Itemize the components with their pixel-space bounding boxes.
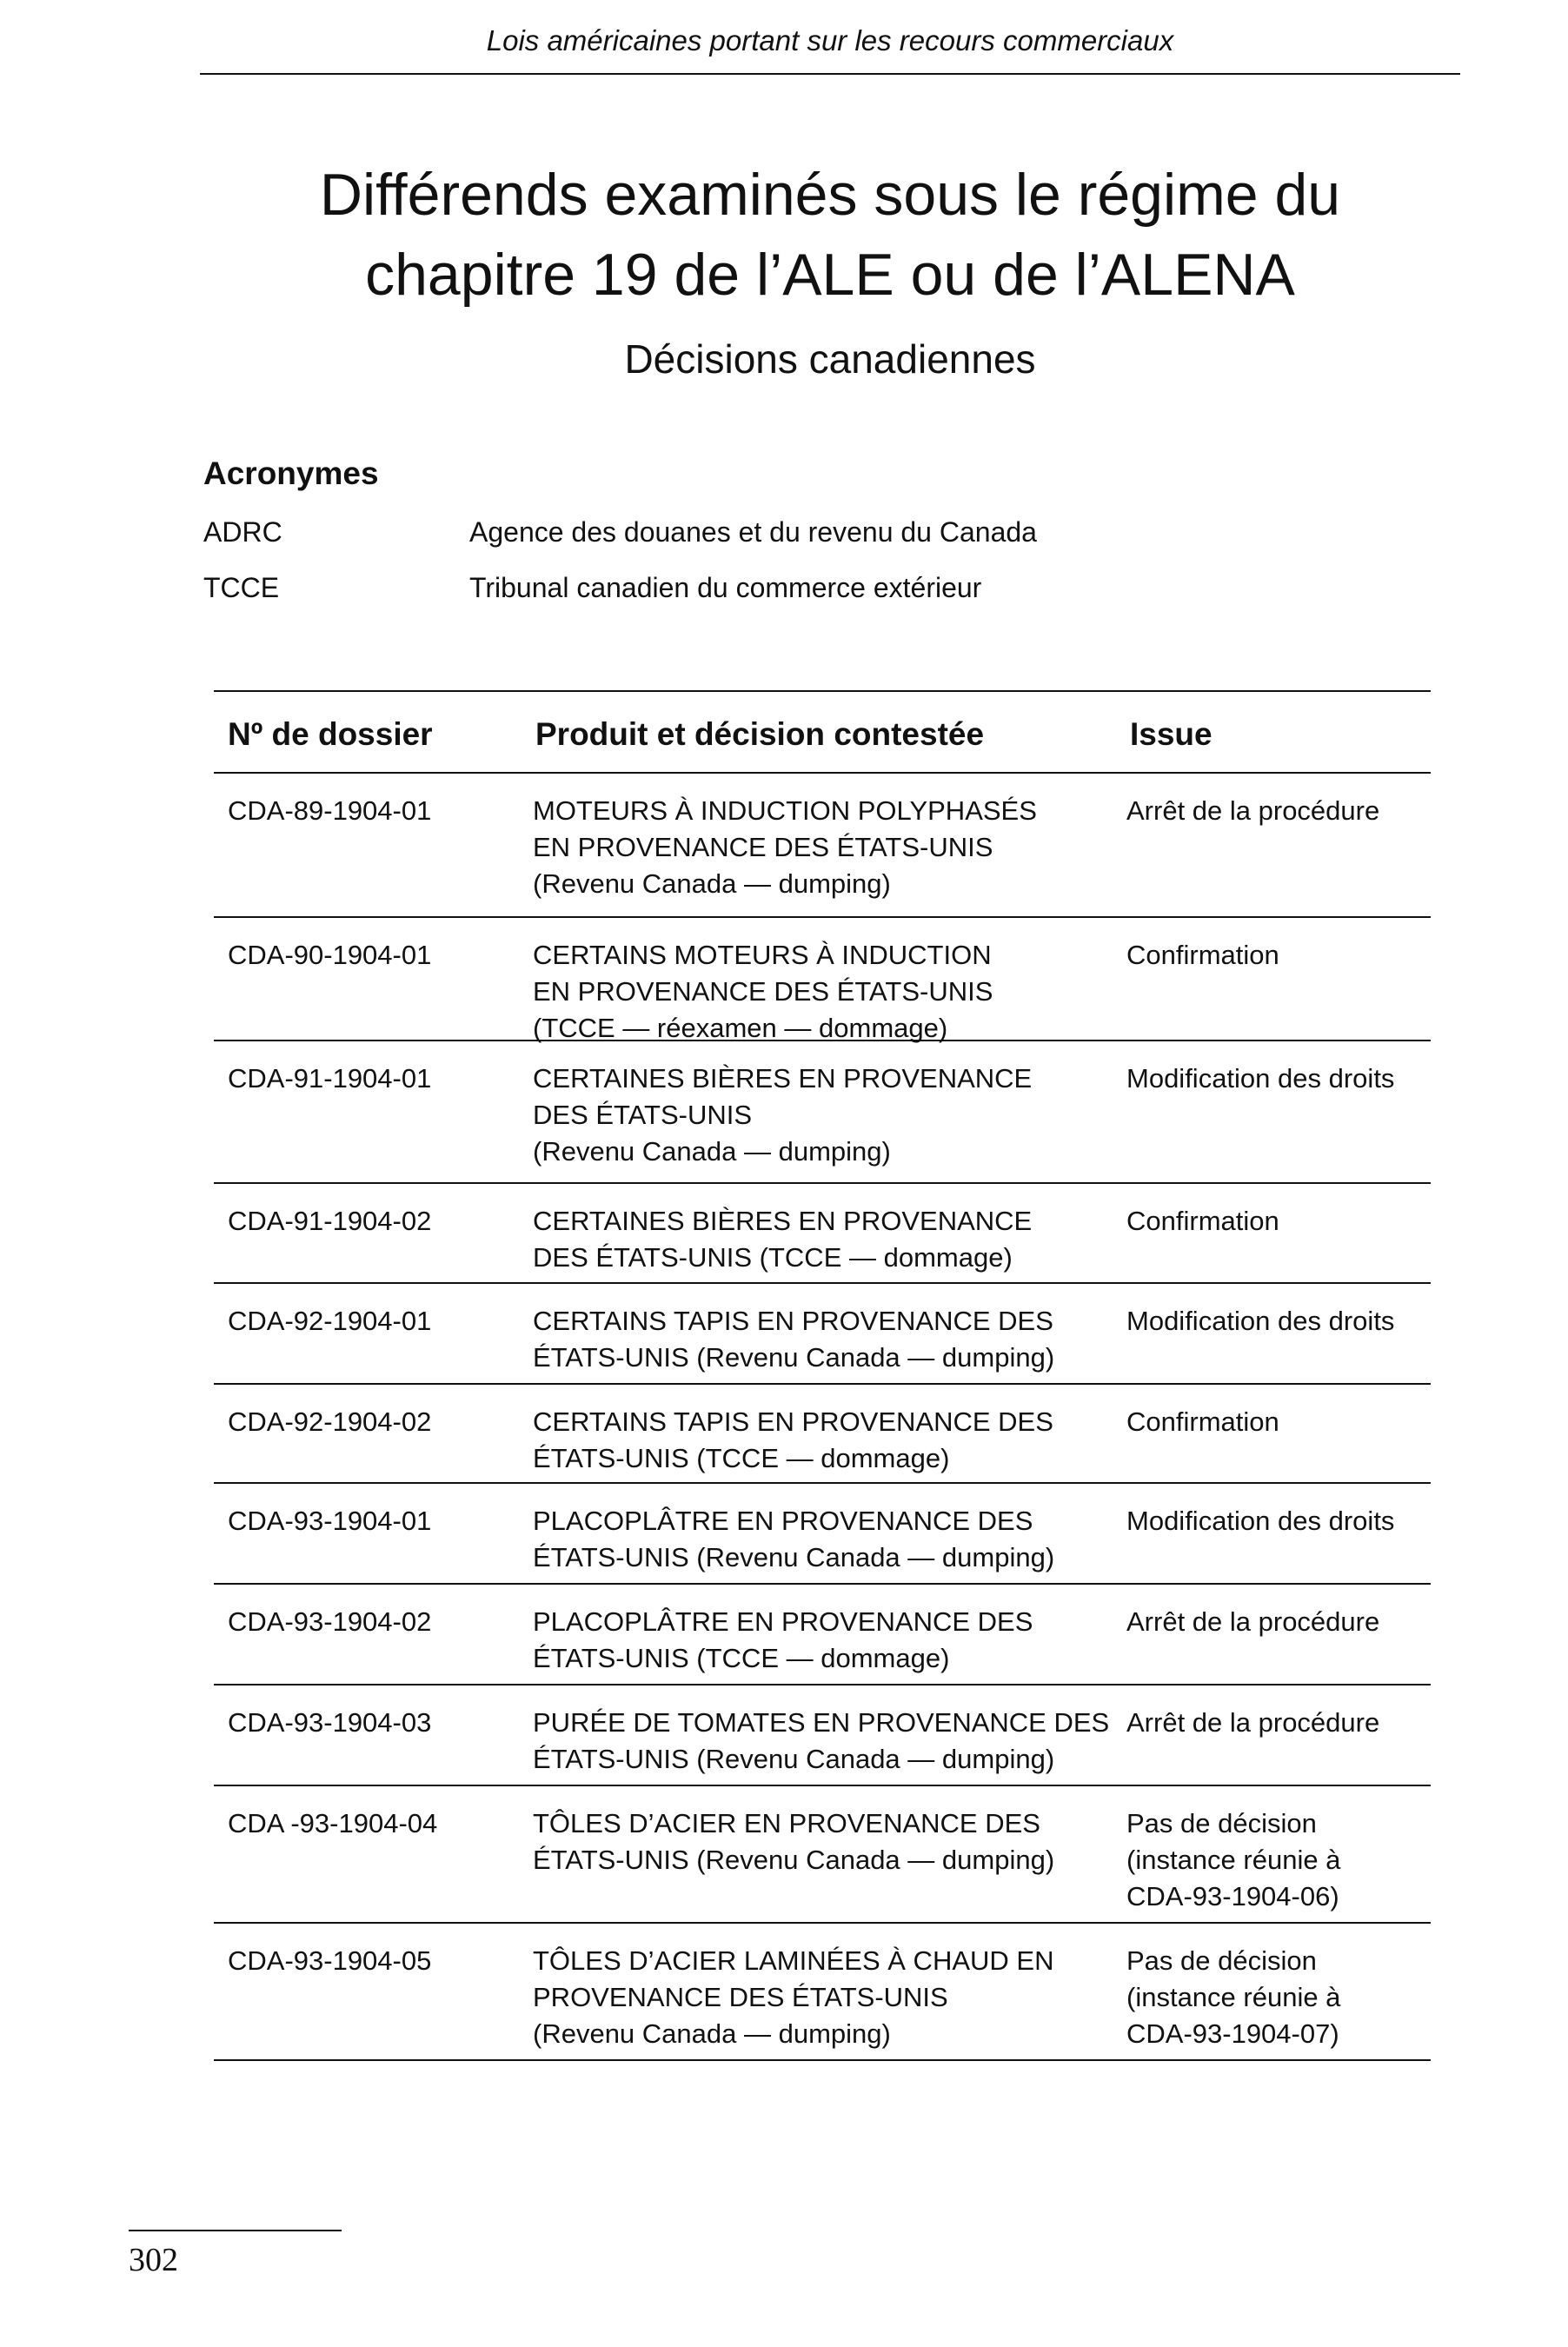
product-line: MOTEURS À INDUCTION POLYPHASÉS bbox=[533, 795, 1037, 826]
outcome-line: Arrêt de la procédure bbox=[1126, 795, 1380, 826]
file-number-cell: CDA-93-1904-03 bbox=[228, 1707, 432, 1738]
outcome-line: Confirmation bbox=[1126, 1206, 1279, 1236]
footer-rule bbox=[129, 2230, 342, 2231]
outcome-cell bbox=[1126, 1943, 1431, 2052]
product-line: PROVENANCE DES ÉTATS-UNIS bbox=[533, 1982, 948, 2012]
outcome-line: Modification des droits bbox=[1126, 1063, 1395, 1094]
table-row bbox=[214, 1385, 1431, 1484]
outcome-cell bbox=[1126, 1303, 1431, 1340]
product-line: CERTAINES BIÈRES EN PROVENANCE bbox=[533, 1206, 1033, 1236]
product-line: (Revenu Canada — dumping) bbox=[533, 1136, 891, 1167]
table-body bbox=[214, 774, 1431, 2061]
page-title bbox=[200, 155, 1460, 315]
page-number: 302 bbox=[129, 2242, 178, 2278]
product-line: PLACOPLÂTRE EN PROVENANCE DES bbox=[533, 1606, 1033, 1637]
outcome-line: Confirmation bbox=[1126, 940, 1279, 970]
outcome-cell bbox=[1126, 1604, 1431, 1640]
product-cell bbox=[533, 1705, 1141, 1778]
product-line: PLACOPLÂTRE EN PROVENANCE DES bbox=[533, 1506, 1033, 1536]
outcome-cell bbox=[1126, 1503, 1431, 1539]
product-line: CERTAINS MOTEURS À INDUCTION bbox=[533, 940, 992, 970]
table-row bbox=[214, 1041, 1431, 1184]
product-line: TÔLES D’ACIER LAMINÉES À CHAUD EN bbox=[533, 1945, 1054, 1976]
outcome-line: Modification des droits bbox=[1126, 1306, 1395, 1336]
product-line: DES ÉTATS-UNIS bbox=[533, 1100, 753, 1130]
file-number-cell: CDA-90-1904-01 bbox=[228, 940, 432, 970]
product-cell bbox=[533, 1604, 1141, 1677]
outcome-line: Pas de décision bbox=[1126, 1808, 1317, 1838]
outcome-line: Arrêt de la procédure bbox=[1126, 1707, 1380, 1738]
outcome-line: (instance réunie à bbox=[1126, 1845, 1341, 1875]
outcome-cell bbox=[1126, 1404, 1431, 1440]
product-cell bbox=[533, 1303, 1141, 1376]
outcome-line: Pas de décision bbox=[1126, 1945, 1317, 1976]
product-line: EN PROVENANCE DES ÉTATS-UNIS bbox=[533, 976, 993, 1007]
file-number-cell: CDA-89-1904-01 bbox=[228, 795, 432, 826]
product-line: ÉTATS-UNIS (TCCE — dommage) bbox=[533, 1643, 950, 1673]
product-line: (Revenu Canada — dumping) bbox=[533, 2018, 891, 2049]
table-row bbox=[214, 1184, 1431, 1284]
header-rule bbox=[200, 73, 1460, 75]
table-row bbox=[214, 774, 1431, 918]
product-line: ÉTATS-UNIS (Revenu Canada — dumping) bbox=[533, 1342, 1055, 1373]
table-row bbox=[214, 1484, 1431, 1585]
outcome-line: (instance réunie à bbox=[1126, 1982, 1341, 2012]
outcome-line: Arrêt de la procédure bbox=[1126, 1606, 1380, 1637]
product-line: (TCCE — réexamen — dommage) bbox=[533, 1013, 948, 1043]
header-file-number: Nº de dossier bbox=[228, 716, 433, 752]
acronym-definition: Agence des douanes et du revenu du Canada bbox=[469, 516, 1037, 548]
header-outcome: Issue bbox=[1130, 716, 1213, 752]
product-line: DES ÉTATS-UNIS (TCCE — dommage) bbox=[533, 1242, 1013, 1273]
running-header: Lois américaines portant sur les recours commerciaux bbox=[486, 24, 1174, 57]
file-number-cell: CDA -93-1904-04 bbox=[228, 1808, 438, 1838]
product-line: CERTAINS TAPIS EN PROVENANCE DES bbox=[533, 1406, 1053, 1437]
table-row bbox=[214, 1585, 1431, 1685]
acronyms-heading: Acronymes bbox=[203, 455, 379, 491]
outcome-cell bbox=[1126, 1060, 1431, 1097]
product-line: TÔLES D’ACIER EN PROVENANCE DES bbox=[533, 1808, 1040, 1838]
title-line-1: Différends examinés sous le régime du bbox=[319, 162, 1341, 228]
product-line: CERTAINS TAPIS EN PROVENANCE DES bbox=[533, 1306, 1053, 1336]
table-row bbox=[214, 1284, 1431, 1385]
file-number-cell: CDA-91-1904-01 bbox=[228, 1063, 432, 1094]
outcome-line: Modification des droits bbox=[1126, 1506, 1395, 1536]
table-row bbox=[214, 1786, 1431, 1924]
product-line: EN PROVENANCE DES ÉTATS-UNIS bbox=[533, 832, 993, 862]
page-subtitle: Décisions canadiennes bbox=[624, 336, 1036, 382]
title-line-2: chapitre 19 de l’ALE ou de l’ALENA bbox=[365, 242, 1295, 308]
table-row bbox=[214, 918, 1431, 1041]
outcome-cell bbox=[1126, 937, 1431, 974]
product-line: CERTAINES BIÈRES EN PROVENANCE bbox=[533, 1063, 1033, 1094]
header-product: Produit et décision contestée bbox=[535, 716, 985, 752]
file-number-cell: CDA-92-1904-02 bbox=[228, 1406, 432, 1437]
table-row bbox=[214, 1685, 1431, 1786]
product-cell bbox=[533, 1943, 1141, 2052]
acronym-definition: Tribunal canadien du commerce extérieur bbox=[469, 572, 982, 603]
acronym-abbr: TCCE bbox=[203, 572, 280, 603]
product-cell bbox=[533, 1503, 1141, 1576]
acronym-abbr: ADRC bbox=[203, 516, 282, 548]
file-number-cell: CDA-93-1904-02 bbox=[228, 1606, 432, 1637]
outcome-cell bbox=[1126, 1705, 1431, 1741]
product-cell bbox=[533, 1060, 1141, 1170]
product-cell bbox=[533, 793, 1141, 902]
table-header bbox=[214, 692, 1431, 774]
outcome-cell bbox=[1126, 793, 1431, 829]
product-cell bbox=[533, 1805, 1141, 1878]
product-line: ÉTATS-UNIS (TCCE — dommage) bbox=[533, 1443, 950, 1473]
file-number-cell: CDA-92-1904-01 bbox=[228, 1306, 432, 1336]
outcome-line: CDA-93-1904-07) bbox=[1126, 2018, 1339, 2049]
outcome-line: Confirmation bbox=[1126, 1406, 1279, 1437]
disputes-table bbox=[214, 690, 1431, 2061]
product-line: (Revenu Canada — dumping) bbox=[533, 868, 891, 899]
file-number-cell: CDA-93-1904-05 bbox=[228, 1945, 432, 1976]
product-cell bbox=[533, 1203, 1141, 1276]
outcome-cell bbox=[1126, 1203, 1431, 1240]
product-cell bbox=[533, 937, 1141, 1047]
file-number-cell: CDA-93-1904-01 bbox=[228, 1506, 432, 1536]
table-row bbox=[214, 1924, 1431, 2061]
product-line: ÉTATS-UNIS (Revenu Canada — dumping) bbox=[533, 1845, 1055, 1875]
outcome-line: CDA-93-1904-06) bbox=[1126, 1881, 1339, 1912]
outcome-cell bbox=[1126, 1805, 1431, 1915]
file-number-cell: CDA-91-1904-02 bbox=[228, 1206, 432, 1236]
product-cell bbox=[533, 1404, 1141, 1477]
product-line: ÉTATS-UNIS (Revenu Canada — dumping) bbox=[533, 1744, 1055, 1774]
product-line: PURÉE DE TOMATES EN PROVENANCE DES bbox=[533, 1707, 1110, 1738]
product-line: ÉTATS-UNIS (Revenu Canada — dumping) bbox=[533, 1542, 1055, 1572]
